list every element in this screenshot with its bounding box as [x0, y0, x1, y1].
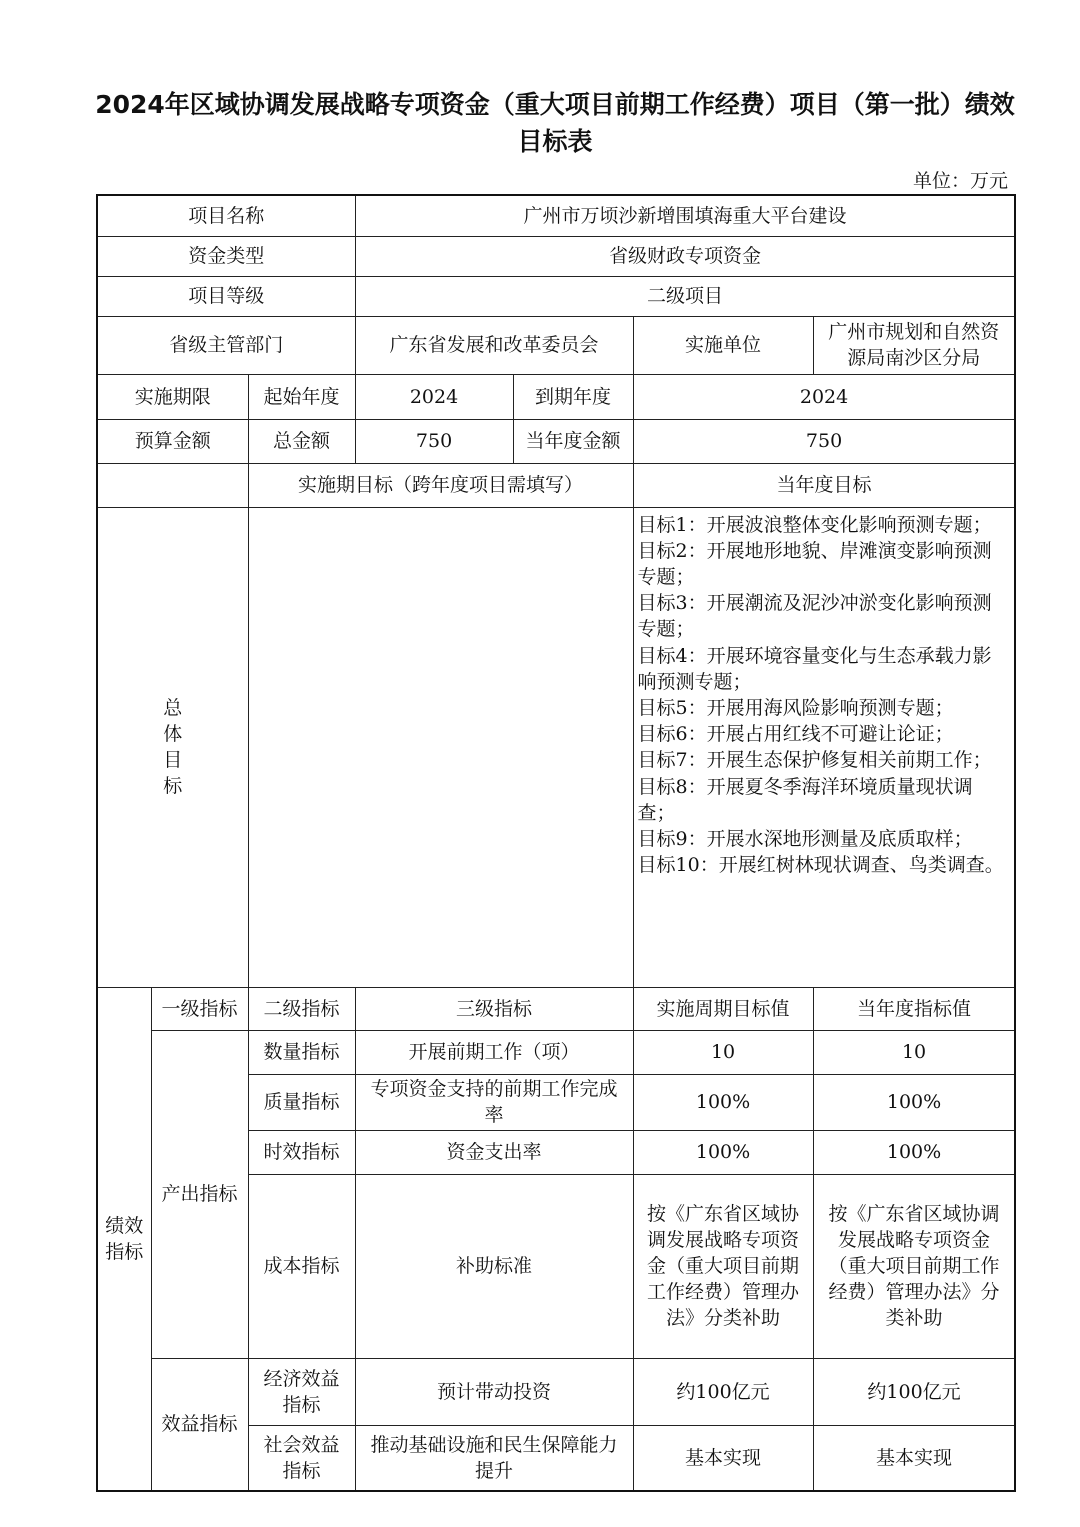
goal-item: 目标1：开展波浪整体变化影响预测专题； — [637, 513, 992, 536]
level3-cell: 预计带动投资 — [355, 1358, 633, 1425]
goal-item: 目标7：开展生态保护修复相关前期工作； — [637, 749, 992, 772]
project-level-value: 二级项目 — [355, 276, 1015, 316]
overall-goal-char: 体 — [163, 723, 183, 745]
goal-item: 目标5：开展用海风险影响预测专题； — [637, 696, 954, 719]
total-label: 总金额 — [248, 419, 355, 463]
level2-cell: 成本指标 — [248, 1174, 355, 1358]
table-row — [97, 1030, 1015, 1074]
fund-type-label: 资金类型 — [97, 236, 355, 276]
goal-item: 目标4：开展环境容量变化与生态承载力影响预测专题； — [637, 644, 992, 693]
current-target-cell: 100% — [813, 1130, 1015, 1174]
level2-cell: 时效指标 — [248, 1130, 355, 1174]
goal-item: 目标2：开展地形地貌、岸滩演变影响预测专题； — [637, 539, 992, 588]
budget-label: 预算金额 — [97, 419, 248, 463]
unit-label: 单位：万元 — [912, 170, 1008, 192]
level2-cell: 经济效益指标 — [248, 1358, 355, 1425]
table-row — [97, 1358, 1015, 1425]
header-level1: 一级指标 — [151, 987, 248, 1030]
overall-goal-label — [97, 507, 248, 987]
current-target-cell: 按《广东省区域协调发展战略专项资金（重大项目前期工作经费）管理办法》分类补助 — [813, 1174, 1015, 1358]
overall-goal-char: 标 — [163, 775, 183, 797]
current-goal-cell — [633, 507, 1015, 987]
goal-item: 目标6：开展占用红线不可避让论证； — [637, 723, 954, 746]
total-value: 750 — [355, 419, 513, 463]
current-amount-label: 当年度金额 — [513, 419, 633, 463]
goal-item: 目标9：开展水深地形测量及底质取样； — [637, 827, 973, 850]
table-row — [97, 507, 1015, 987]
end-year-label: 到期年度 — [513, 374, 633, 419]
current-amount-value: 750 — [633, 419, 1015, 463]
project-name-label: 项目名称 — [97, 195, 355, 236]
impl-unit-label: 实施单位 — [633, 316, 813, 374]
period-target-cell: 100% — [633, 1074, 813, 1130]
level2-cell: 质量指标 — [248, 1074, 355, 1130]
output-label: 产出指标 — [151, 1030, 248, 1358]
project-name-value: 广州市万顷沙新增围填海重大平台建设 — [355, 195, 1015, 236]
period-goal-header: 实施期目标（跨年度项目需填写） — [248, 463, 633, 507]
goal-header-blank — [97, 463, 248, 507]
current-target-cell: 约100亿元 — [813, 1358, 1015, 1425]
current-target-cell: 基本实现 — [813, 1425, 1015, 1491]
level3-cell: 补助标准 — [355, 1174, 633, 1358]
header-current-target: 当年度指标值 — [813, 987, 1015, 1030]
table-row — [97, 316, 1015, 374]
end-year-value: 2024 — [633, 374, 1015, 419]
period-target-cell: 100% — [633, 1130, 813, 1174]
header-level2: 二级指标 — [248, 987, 355, 1030]
table-row — [97, 419, 1015, 463]
level3-cell: 开展前期工作（项） — [355, 1030, 633, 1074]
header-level3: 三级指标 — [355, 987, 633, 1030]
period-target-cell: 基本实现 — [633, 1425, 813, 1491]
dept-value: 广东省发展和改革委员会 — [355, 316, 633, 374]
fund-type-value: 省级财政专项资金 — [355, 236, 1015, 276]
document-title: 2024年区域协调发展战略专项资金（重大项目前期工作经费）项目（第一批）绩效目标表 — [95, 90, 1015, 156]
table-row — [97, 987, 1015, 1030]
impl-unit-value: 广州市规划和自然资源局南沙区分局 — [813, 316, 1015, 374]
current-goal-header: 当年度目标 — [633, 463, 1015, 507]
goal-item: 目标10：开展红树林现状调查、鸟类调查。 — [637, 854, 1004, 877]
table-row — [97, 195, 1015, 236]
level3-cell: 专项资金支持的前期工作完成率 — [355, 1074, 633, 1130]
overall-goal-char: 目 — [163, 749, 183, 771]
current-target-cell: 100% — [813, 1074, 1015, 1130]
level2-cell: 社会效益指标 — [248, 1425, 355, 1491]
period-target-cell: 约100亿元 — [633, 1358, 813, 1425]
table-row — [97, 276, 1015, 316]
table-row — [97, 374, 1015, 419]
goal-item: 目标8：开展夏冬季海洋环境质量现状调查； — [637, 775, 973, 824]
performance-target-table — [96, 194, 1016, 1492]
perf-label: 绩效指标 — [97, 987, 151, 1491]
header-period-target: 实施周期目标值 — [633, 987, 813, 1030]
level3-cell: 推动基础设施和民生保障能力提升 — [355, 1425, 633, 1491]
period-target-cell: 10 — [633, 1030, 813, 1074]
goal-item: 目标3：开展潮流及泥沙冲淤变化影响预测专题； — [637, 592, 992, 641]
period-goal-cell — [248, 507, 633, 987]
start-year-label: 起始年度 — [248, 374, 355, 419]
benefit-label: 效益指标 — [151, 1358, 248, 1491]
current-target-cell: 10 — [813, 1030, 1015, 1074]
period-target-cell: 按《广东省区域协调发展战略专项资金（重大项目前期工作经费）管理办法》分类补助 — [633, 1174, 813, 1358]
level3-cell: 资金支出率 — [355, 1130, 633, 1174]
overall-goal-char: 总 — [163, 697, 183, 719]
table-row — [97, 236, 1015, 276]
dept-label: 省级主管部门 — [97, 316, 355, 374]
project-level-label: 项目等级 — [97, 276, 355, 316]
start-year-value: 2024 — [355, 374, 513, 419]
table-row — [97, 463, 1015, 507]
level2-cell: 数量指标 — [248, 1030, 355, 1074]
period-label: 实施期限 — [97, 374, 248, 419]
